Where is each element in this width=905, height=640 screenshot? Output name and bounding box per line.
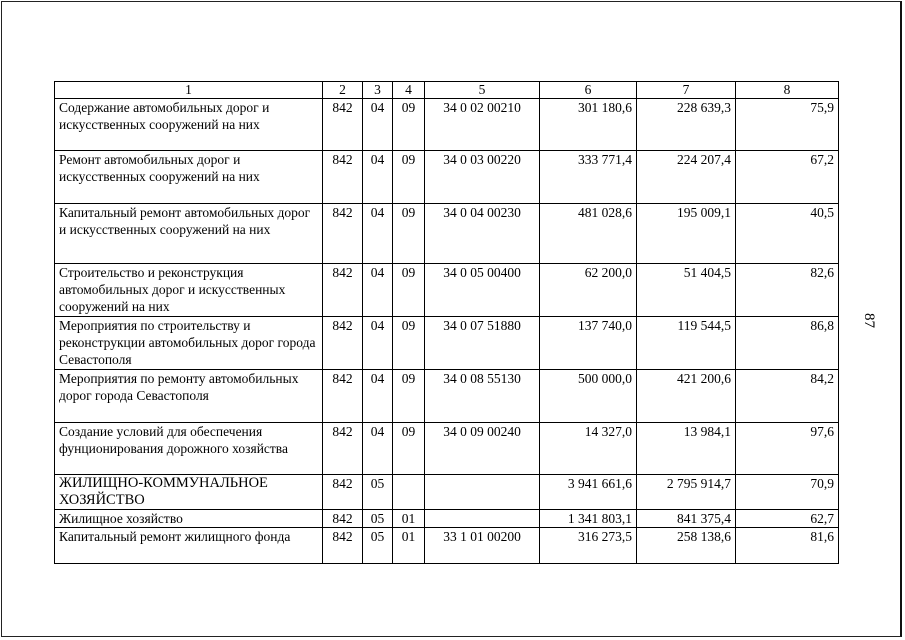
plan-amount-cell: 316 273,5 <box>540 528 637 564</box>
budget-table <box>54 81 839 564</box>
actual-amount-cell: 258 138,6 <box>637 528 736 564</box>
actual-amount-cell: 224 207,4 <box>637 151 736 204</box>
plan-amount-cell: 333 771,4 <box>540 151 637 204</box>
percent-cell: 67,2 <box>736 151 839 204</box>
table-row <box>55 204 839 264</box>
table-row <box>55 510 839 528</box>
header-cell: 6 <box>540 82 637 99</box>
ministry-code-cell: 842 <box>323 423 363 475</box>
table-row <box>55 99 839 151</box>
actual-amount-cell: 119 544,5 <box>637 317 736 370</box>
percent-cell: 84,2 <box>736 370 839 423</box>
section-code-cell: 04 <box>363 423 393 475</box>
section-code-cell: 04 <box>363 204 393 264</box>
section-code-cell: 05 <box>363 510 393 528</box>
subsection-code-cell: 09 <box>393 151 425 204</box>
table-row <box>55 528 839 564</box>
row-name-cell: Жилищное хозяйство <box>55 510 323 528</box>
row-name-cell: Мероприятия по строительству и реконструкции автомобильных дорог города Севастополя <box>55 317 323 370</box>
ministry-code-cell: 842 <box>323 99 363 151</box>
section-code-cell: 04 <box>363 317 393 370</box>
header-cell: 4 <box>393 82 425 99</box>
row-name-cell: Создание условий для обеспечения фунционирования дорожного хозяйства <box>55 423 323 475</box>
ministry-code-cell: 842 <box>323 475 363 510</box>
percent-cell: 70,9 <box>736 475 839 510</box>
header-cell: 2 <box>323 82 363 99</box>
table-row <box>55 370 839 423</box>
target-article-cell: 34 0 07 51880 <box>425 317 540 370</box>
ministry-code-cell: 842 <box>323 528 363 564</box>
table-row <box>55 423 839 475</box>
subsection-code-cell: 09 <box>393 317 425 370</box>
target-article-cell <box>425 510 540 528</box>
plan-amount-cell: 3 941 661,6 <box>540 475 637 510</box>
plan-amount-cell: 1 341 803,1 <box>540 510 637 528</box>
percent-cell: 62,7 <box>736 510 839 528</box>
section-code-cell: 05 <box>363 475 393 510</box>
plan-amount-cell: 137 740,0 <box>540 317 637 370</box>
actual-amount-cell: 841 375,4 <box>637 510 736 528</box>
page-number: 87 <box>861 313 877 328</box>
ministry-code-cell: 842 <box>323 264 363 317</box>
percent-cell: 40,5 <box>736 204 839 264</box>
row-name-cell: Капитальный ремонт автомобильных дорог и искусственных сооружений на них <box>55 204 323 264</box>
percent-cell: 97,6 <box>736 423 839 475</box>
percent-cell: 86,8 <box>736 317 839 370</box>
header-cell: 7 <box>637 82 736 99</box>
ministry-code-cell: 842 <box>323 317 363 370</box>
row-name-cell: Ремонт автомобильных дорог и искусственных сооружений на них <box>55 151 323 204</box>
section-code-cell: 04 <box>363 264 393 317</box>
ministry-code-cell: 842 <box>323 204 363 264</box>
subsection-code-cell: 09 <box>393 204 425 264</box>
header-cell: 5 <box>425 82 540 99</box>
table-row <box>55 264 839 317</box>
header-cell: 8 <box>736 82 839 99</box>
table-header-row <box>55 82 839 99</box>
ministry-code-cell: 842 <box>323 510 363 528</box>
target-article-cell: 34 0 09 00240 <box>425 423 540 475</box>
actual-amount-cell: 228 639,3 <box>637 99 736 151</box>
plan-amount-cell: 62 200,0 <box>540 264 637 317</box>
actual-amount-cell: 13 984,1 <box>637 423 736 475</box>
row-name-cell: Капитальный ремонт жилищного фонда <box>55 528 323 564</box>
target-article-cell <box>425 475 540 510</box>
subsection-code-cell: 09 <box>393 423 425 475</box>
plan-amount-cell: 481 028,6 <box>540 204 637 264</box>
subsection-code-cell: 01 <box>393 528 425 564</box>
header-cell: 3 <box>363 82 393 99</box>
target-article-cell: 34 0 02 00210 <box>425 99 540 151</box>
percent-cell: 82,6 <box>736 264 839 317</box>
subsection-code-cell <box>393 475 425 510</box>
section-code-cell: 04 <box>363 99 393 151</box>
table-row <box>55 317 839 370</box>
ministry-code-cell: 842 <box>323 151 363 204</box>
subsection-code-cell: 01 <box>393 510 425 528</box>
row-name-cell: Мероприятия по ремонту автомобильных дорог города Севастополя <box>55 370 323 423</box>
subsection-code-cell: 09 <box>393 99 425 151</box>
table-row <box>55 475 839 510</box>
section-code-cell: 04 <box>363 151 393 204</box>
section-code-cell: 05 <box>363 528 393 564</box>
target-article-cell: 34 0 08 55130 <box>425 370 540 423</box>
plan-amount-cell: 301 180,6 <box>540 99 637 151</box>
target-article-cell: 34 0 03 00220 <box>425 151 540 204</box>
row-name-cell: ЖИЛИЩНО-КОММУНАЛЬНОЕ ХОЗЯЙСТВО <box>55 475 323 510</box>
table-row <box>55 151 839 204</box>
target-article-cell: 34 0 04 00230 <box>425 204 540 264</box>
ministry-code-cell: 842 <box>323 370 363 423</box>
subsection-code-cell: 09 <box>393 370 425 423</box>
actual-amount-cell: 51 404,5 <box>637 264 736 317</box>
actual-amount-cell: 195 009,1 <box>637 204 736 264</box>
target-article-cell: 34 0 05 00400 <box>425 264 540 317</box>
plan-amount-cell: 14 327,0 <box>540 423 637 475</box>
row-name-cell: Строительство и реконструкция автомобильных дорог и искусственных сооружений на них <box>55 264 323 317</box>
row-name-cell: Содержание автомобильных дорог и искусственных сооружений на них <box>55 99 323 151</box>
subsection-code-cell: 09 <box>393 264 425 317</box>
actual-amount-cell: 421 200,6 <box>637 370 736 423</box>
actual-amount-cell: 2 795 914,7 <box>637 475 736 510</box>
section-code-cell: 04 <box>363 370 393 423</box>
plan-amount-cell: 500 000,0 <box>540 370 637 423</box>
percent-cell: 75,9 <box>736 99 839 151</box>
target-article-cell: 33 1 01 00200 <box>425 528 540 564</box>
header-cell: 1 <box>55 82 323 99</box>
percent-cell: 81,6 <box>736 528 839 564</box>
